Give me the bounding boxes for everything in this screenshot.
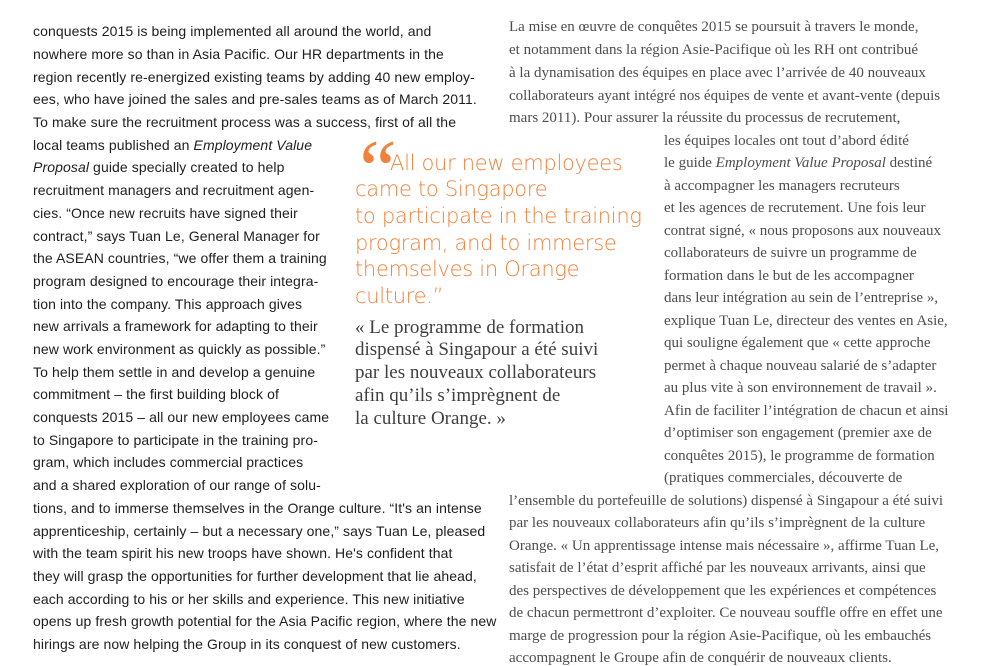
quote-mark-icon: “ (351, 123, 398, 216)
en-line (33, 138, 312, 152)
fr-line (664, 156, 932, 171)
pull-quote-fr-line: « Le programme de formation (355, 317, 584, 338)
en-line: opens up fresh growth potential for the Asia Pacific region, where the new (33, 613, 497, 629)
en-line: and a shared exploration of our range of solu- (33, 477, 321, 493)
fr-line: dans leur intégration au sein de l’entreprise », (664, 290, 939, 306)
en-line (33, 160, 285, 174)
en-line: To make sure the recruitment process was a success, first of all the (33, 114, 457, 130)
fr-italic-title: Employment Value Proposal (715, 155, 886, 171)
fr-line: contrat signé, « nous proposons aux nouveaux (664, 223, 942, 239)
en-line: to Singapore to participate in the training pro- (33, 432, 318, 448)
fr-line: des perspectives de développement que les expériences et compétences (509, 583, 937, 599)
en-line: the ASEAN countries, “we offer them a training (33, 250, 327, 266)
pull-quote-fr-line: par les nouveaux collaborateurs (355, 362, 597, 383)
en-italic-title: Proposal (33, 159, 90, 175)
en-line: To help them settle in and develop a genuine (33, 364, 316, 380)
fr-line: marge de progression pour la région Asie-Pacifique, où les embauchés (509, 628, 932, 644)
en-line: ees, who have joined the sales and pre-sales teams as of March 2011. (33, 91, 477, 107)
en-line: tion into the company. This approach gives (33, 296, 303, 312)
pull-quote-fr-line: dispensé à Singapour a été suivi (355, 339, 599, 360)
en-text: guide specially created to help (89, 159, 285, 175)
en-line: each according to his or her skills and experience. This new initiative (33, 591, 465, 607)
pull-quote-en-line: came to Singapore (355, 177, 548, 201)
en-line: they will grasp the opportunities for further development that lie ahead, (33, 568, 477, 584)
fr-line: mars 2011). Pour assurer la réussite du processus de recrutement, (509, 110, 901, 126)
fr-line: qui souligne également que « cette approche (664, 335, 931, 351)
en-line: new work environment as quickly as possible.” (33, 341, 326, 357)
fr-line: (pratiques commerciales, découverte de (664, 470, 903, 486)
fr-line: d’optimiser son engagement (premier axe de (664, 425, 932, 441)
fr-line: La mise en œuvre de conquêtes 2015 se poursuit à travers le monde, (509, 19, 919, 35)
en-line: tions, and to immerse themselves in the Orange culture. “It's an intense (33, 500, 482, 516)
en-line: gram, which includes commercial practices (33, 454, 304, 470)
fr-line: explique Tuan Le, directeur des ventes en Asie, (664, 313, 948, 329)
fr-line: conquêtes 2015), le programme de formation (664, 448, 935, 464)
fr-line: accompagnent le Groupe afin de conquérir de nouveaux clients. (509, 650, 892, 666)
fr-line: de chacun permettront d’exploiter. Ce nouveau souffle offre en effet une (509, 605, 943, 621)
fr-line: par les nouveaux collaborateurs afin qu’ils s’imprègnent de la culture (509, 515, 926, 531)
pull-quote-en-line: All our new employees (390, 151, 623, 175)
en-line: contract,” says Tuan Le, General Manager for (33, 228, 320, 244)
fr-text: le guide (664, 155, 716, 171)
fr-line: les équipes locales ont tout d’abord édité (664, 133, 909, 149)
en-line: with the team spirit his new troops have shown. He's confident that (33, 545, 453, 561)
fr-text: destiné (885, 155, 933, 171)
fr-line: formation dans le but de les accompagner (664, 268, 914, 284)
en-line: conquests 2015 is being implemented all around the world, and (33, 23, 432, 39)
en-line: hirings are now helping the Group in its conquest of new customers. (33, 636, 461, 652)
fr-line: l’ensemble du portefeuille de solutions) dispensé à Singapour a été suivi (509, 493, 944, 509)
fr-line: et les agences de recrutement. Une fois leur (664, 200, 926, 216)
en-line: program designed to encourage their integra- (33, 273, 319, 289)
fr-line: collaborateurs de suivre un programme de (664, 245, 917, 261)
fr-line: Orange. « Un apprentissage intense mais nécessaire », affirme Tuan Le, (509, 538, 940, 554)
en-line: apprenticeship, certainly – but a necessary one,” says Tuan Le, pleased (33, 523, 486, 539)
fr-line: Afin de faciliter l’intégration de chacun et ainsi (664, 403, 949, 419)
en-line: region recently re-energized existing teams by adding 40 new employ- (33, 69, 475, 85)
pull-quote-en-line: program, and to immerse (355, 231, 617, 255)
pull-quote-fr-line: la culture Orange. » (355, 408, 506, 429)
fr-line: à accompagner les managers recruteurs (664, 178, 900, 194)
pull-quote-en-line: to participate in the training (355, 204, 642, 228)
en-italic-title: Employment Value (193, 137, 313, 153)
pull-quote-fr-line: afin qu’ils s’imprègnent de (355, 385, 561, 406)
en-line: nowhere more so than in Asia Pacific. Our HR departments in the (33, 46, 444, 62)
fr-line: satisfait de l’état d’esprit affiché par les nouveaux arrivants, ainsi que (509, 560, 926, 576)
en-line: conquests 2015 – all our new employees came (33, 409, 330, 425)
pull-quote-en-line: themselves in Orange (355, 257, 580, 281)
en-text: local teams published an (33, 137, 194, 153)
fr-line: collaborateurs ayant intégré nos équipes de vente et avant-vente (depuis (509, 88, 941, 104)
fr-line: permet à chaque nouveau salarié de s’adapter (664, 358, 937, 374)
en-line: commitment – the first building block of (33, 386, 279, 402)
fr-line: à la dynamisation des équipes en place avec l’arrivée de 40 nouveaux (509, 65, 926, 81)
fr-line: au plus vite à son environnement de travail ». (664, 380, 937, 396)
en-line: recruitment managers and recruitment agen- (33, 182, 315, 198)
fr-line: et notamment dans la région Asie-Pacifique où les RH ont contribué (509, 42, 919, 58)
en-line: cies. “Once new recruits have signed their (33, 205, 298, 221)
pull-quote-en-line: culture.” (355, 284, 444, 308)
en-line: new arrivals a framework for adapting to their (33, 318, 318, 334)
